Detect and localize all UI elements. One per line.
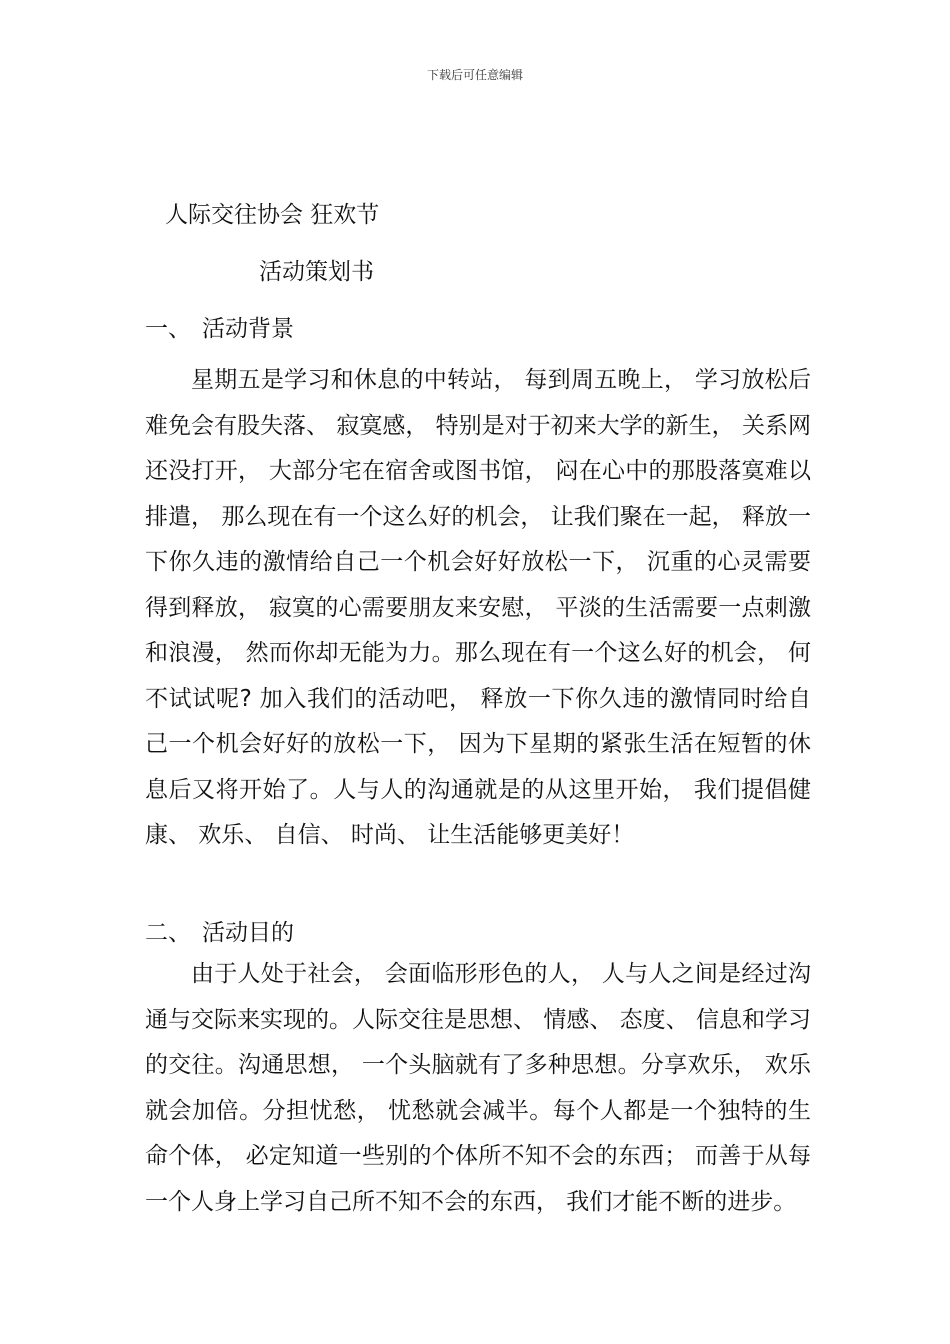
section-heading-background (145, 310, 294, 343)
section-heading-purpose (145, 914, 294, 947)
section-heading-text: 活动背景 (202, 316, 294, 342)
section-body-background: 星期五是学习和休息的中转站， 每到周五晚上， 学习放松后难免会有股失落、 寂寞感， 特别是对于初来大学的新生， 关系网还没打开， 大部分宅在宿舍或图书馆， 闷在心中的那股落寞难以排遣， 那么现在有一个这么好的机会， 让我们聚在一起， 释放一下你久违的激情给自己一个机会好好放松一下， 沉重的心灵需要得到释放， 寂寞的心需要朋友来安慰， 平淡的生活需要一点刺激和浪漫， 然而你却无能为力。那么现在有一个这么好的机会， 何不试试呢? 加入我们的活动吧， 释放一下你久违的激情同时给自己一个机会好好的放松一下， 因为下星期的紧张生活在短暂的休息后又将开始了。人与人的沟通就是的从这里开始， 我们提倡健康、 欢乐、 自信、 时尚、 让生活能够更美好！ (145, 367, 811, 848)
section-body-purpose: 由于人处于社会， 会面临形形色的人， 人与人之间是经过沟通与交际来实现的。人际交往是思想、 情感、 态度、 信息和学习的交往。沟通思想， 一个头脑就有了多种思想。分享欢乐， 欢乐就会加倍。分担忧愁， 忧愁就会减半。每个人都是一个独特的生命个体， 必定知道一些别的个体所不知不会的东西； 而善于从每一个人身上学习自己所不知不会的东西， 我们才能不断的进步。 (145, 961, 811, 1215)
document-title: 人际交往协会 狂欢节 (165, 202, 380, 228)
section-heading-text: 活动目的 (202, 920, 294, 946)
header-note: 下载后可任意编辑 (426, 68, 523, 82)
section-number: 一、 (145, 316, 191, 342)
section-number: 二、 (145, 920, 191, 946)
document-subtitle: 活动策划书 (259, 259, 374, 285)
